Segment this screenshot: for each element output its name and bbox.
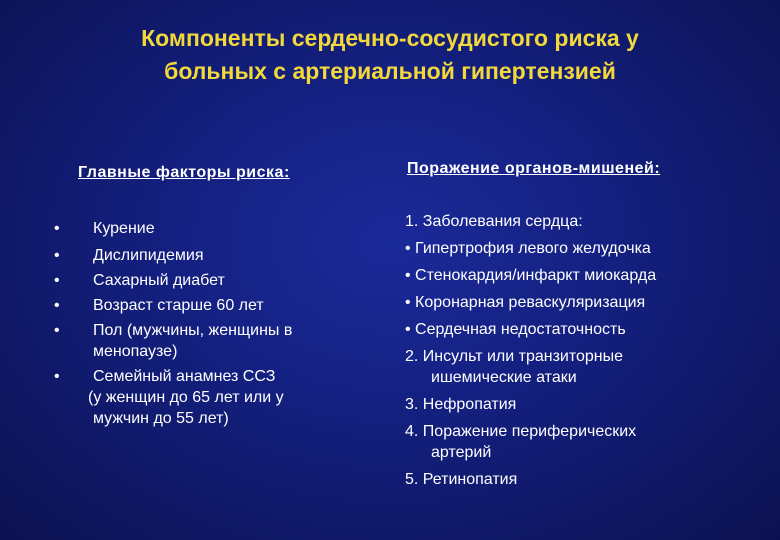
list-item <box>405 265 765 286</box>
bullet-icon: • <box>54 297 60 314</box>
list-item-text: • Стенокардия/инфаркт миокарда <box>405 267 657 284</box>
list-item-text: 1. Заболевания сердца: <box>405 213 583 230</box>
list-item <box>405 421 765 463</box>
list-item-text: Семейный анамнез ССЗ <box>93 368 276 385</box>
bullet-icon: • <box>54 247 60 264</box>
list-item <box>50 366 360 429</box>
list-item-text: 5. Ретинопатия <box>405 471 518 488</box>
risk-factors-header: Главные факторы риска: <box>78 164 290 181</box>
target-organs-list <box>405 211 765 495</box>
list-item-text-cont: (у женщин до 65 лет или у <box>88 389 284 406</box>
list-item <box>405 346 765 388</box>
title-line-1: Компоненты сердечно-сосудистого риска у <box>141 25 639 51</box>
list-item-text: Курение <box>93 220 155 237</box>
list-item-text: Пол (мужчины, женщины в <box>93 322 293 339</box>
list-item <box>50 295 360 316</box>
list-item-text: 3. Нефропатия <box>405 396 517 413</box>
list-item <box>50 245 360 266</box>
list-item-text: Дислипидемия <box>93 247 204 264</box>
list-item-text: 2. Инсульт или транзиторные <box>405 348 624 365</box>
bullet-icon: • <box>54 368 60 385</box>
list-item <box>50 218 360 239</box>
list-item <box>405 238 765 259</box>
list-item-text-cont: ишемические атаки <box>431 369 577 386</box>
list-item <box>405 211 765 232</box>
list-item-text-cont: артерий <box>431 444 492 461</box>
list-item <box>405 469 765 490</box>
list-item-text: Сахарный диабет <box>93 272 225 289</box>
bullet-icon: • <box>54 272 60 289</box>
list-item-text: • Гипертрофия левого желудочка <box>405 240 651 257</box>
list-item <box>405 394 765 415</box>
list-item-text: 4. Поражение периферических <box>405 423 637 440</box>
bullet-icon: • <box>54 220 60 237</box>
list-item <box>50 270 360 291</box>
bullet-icon: • <box>54 322 60 339</box>
target-organs-header: Поражение органов-мишеней: <box>407 160 661 177</box>
risk-factors-list <box>50 218 360 435</box>
list-item <box>405 292 765 313</box>
list-item-text-cont: мужчин до 55 лет) <box>93 410 229 427</box>
list-item-text: Возраст старше 60 лет <box>93 297 264 314</box>
title-line-2: больных с артериальной гипертензией <box>164 58 616 84</box>
list-item-text: • Коронарная реваскуляризация <box>405 294 646 311</box>
list-item-text: • Сердечная недостаточность <box>405 321 626 338</box>
slide-title <box>40 22 740 88</box>
list-item-text-cont: менопаузе) <box>93 343 178 360</box>
list-item <box>50 320 360 362</box>
list-item <box>405 319 765 340</box>
